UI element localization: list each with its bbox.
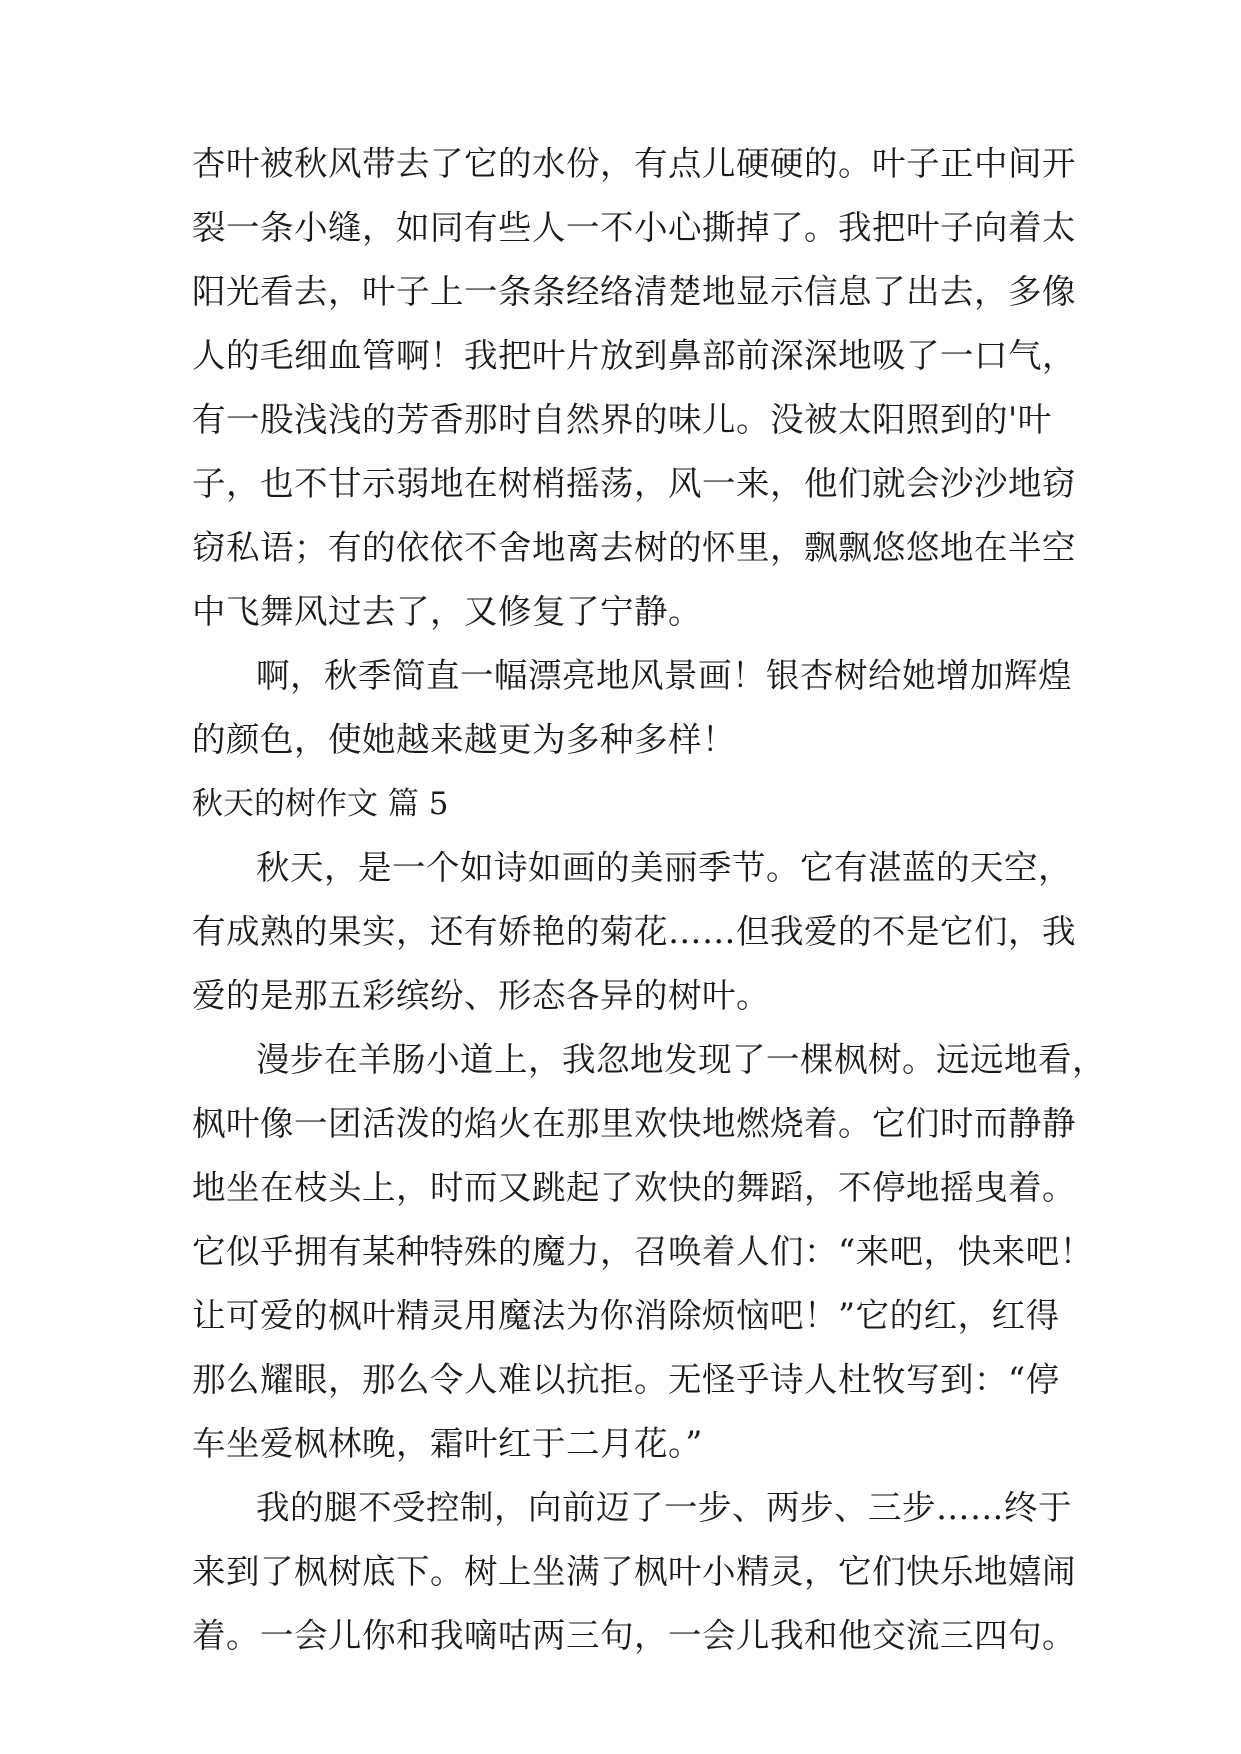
text-line: 中飞舞风过去了，又修复了宁静。 <box>192 592 702 631</box>
text-line: 秋天，是一个如诗如画的美丽季节。它有湛蓝的天空， <box>256 848 1072 887</box>
paragraph-3 <box>192 836 1076 1028</box>
text-line: 车坐爱枫林晚，霜叶红于二月花。” <box>192 1424 703 1463</box>
document-body <box>192 132 1106 1668</box>
paragraph-5 <box>192 1476 1076 1668</box>
text-line: 阳光看去，叶子上一条条经络清楚地显示信息了出去，多像 <box>192 272 1076 311</box>
paragraph-2 <box>192 644 1072 772</box>
paragraph-4 <box>192 1028 1106 1476</box>
text-line: 枫叶像一团活泼的焰火在那里欢快地燃烧着。它们时而静静 <box>192 1104 1076 1143</box>
text-line: 那么耀眼，那么令人难以抗拒。无怪乎诗人杜牧写到：“停 <box>192 1360 1060 1399</box>
text-line: 着。一会儿你和我嘀咕两三句，一会儿我和他交流三四句。 <box>192 1616 1076 1655</box>
text-line: 爱的是那五彩缤纷、形态各异的树叶。 <box>192 976 770 1015</box>
text-line: 杏叶被秋风带去了它的水份，有点儿硬硬的。叶子正中间开 <box>192 144 1076 183</box>
paragraph-1 <box>192 132 1076 644</box>
text-line: 子，也不甘示弱地在树梢摇荡，风一来，他们就会沙沙地窃 <box>192 464 1076 503</box>
text-line: 有一股浅浅的芳香那时自然界的味儿。没被太阳照到的'叶 <box>192 400 1052 439</box>
text-line: 啊，秋季简直一幅漂亮地风景画！银杏树给她增加辉煌 <box>256 656 1072 695</box>
text-line: 的颜色，使她越来越更为多种多样！ <box>192 720 736 759</box>
text-line: 裂一条小缝，如同有些人一不小心撕掉了。我把叶子向着太 <box>192 208 1076 247</box>
text-line: 来到了枫树底下。树上坐满了枫叶小精灵，它们快乐地嬉闹 <box>192 1552 1076 1591</box>
section-heading: 秋天的树作文 篇 5 <box>192 786 449 822</box>
text-line: 让可爱的枫叶精灵用魔法为你消除烦恼吧！”它的红，红得 <box>192 1296 1060 1335</box>
text-line: 地坐在枝头上，时而又跳起了欢快的舞蹈，不停地摇曳着。 <box>192 1168 1076 1207</box>
text-line: 人的毛细血管啊！我把叶片放到鼻部前深深地吸了一口气， <box>192 336 1076 375</box>
text-line: 它似乎拥有某种特殊的魔力，召唤着人们：“来吧，快来吧！ <box>192 1232 1094 1271</box>
text-line: 我的腿不受控制，向前迈了一步、两步、三步……终于 <box>256 1488 1072 1527</box>
text-line: 漫步在羊肠小道上，我忽地发现了一棵枫树。远远地看， <box>256 1040 1106 1079</box>
text-line: 窃私语；有的依依不舍地离去树的怀里，飘飘悠悠地在半空 <box>192 528 1076 567</box>
text-line: 有成熟的果实，还有娇艳的菊花……但我爱的不是它们，我 <box>192 912 1076 951</box>
